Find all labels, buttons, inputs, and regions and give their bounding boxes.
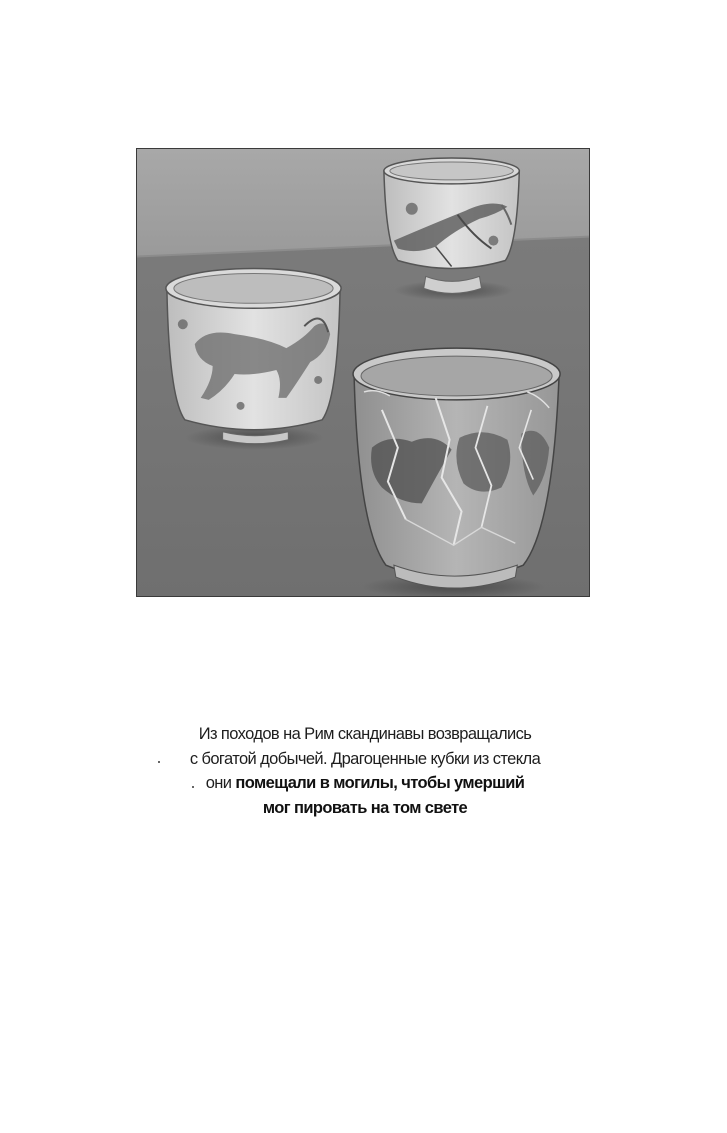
caption-line-4: мог пировать на том свете <box>262 798 468 817</box>
caption-line-3-normal: они <box>205 774 236 792</box>
glass-cups-photo <box>136 148 590 597</box>
caption-line-3-bold: помещали в могилы, чтобы умерший <box>235 774 525 792</box>
caption-line-3 <box>120 771 610 796</box>
caption-line-1: Из походов на Рим скандинавы возвращались <box>198 725 532 743</box>
left-cup-lion <box>166 268 341 449</box>
caption-line-2: с богатой добычей. Драгоценные кубки из стекла <box>189 749 541 768</box>
photo-caption <box>120 722 610 820</box>
photo-illustration <box>137 149 589 596</box>
